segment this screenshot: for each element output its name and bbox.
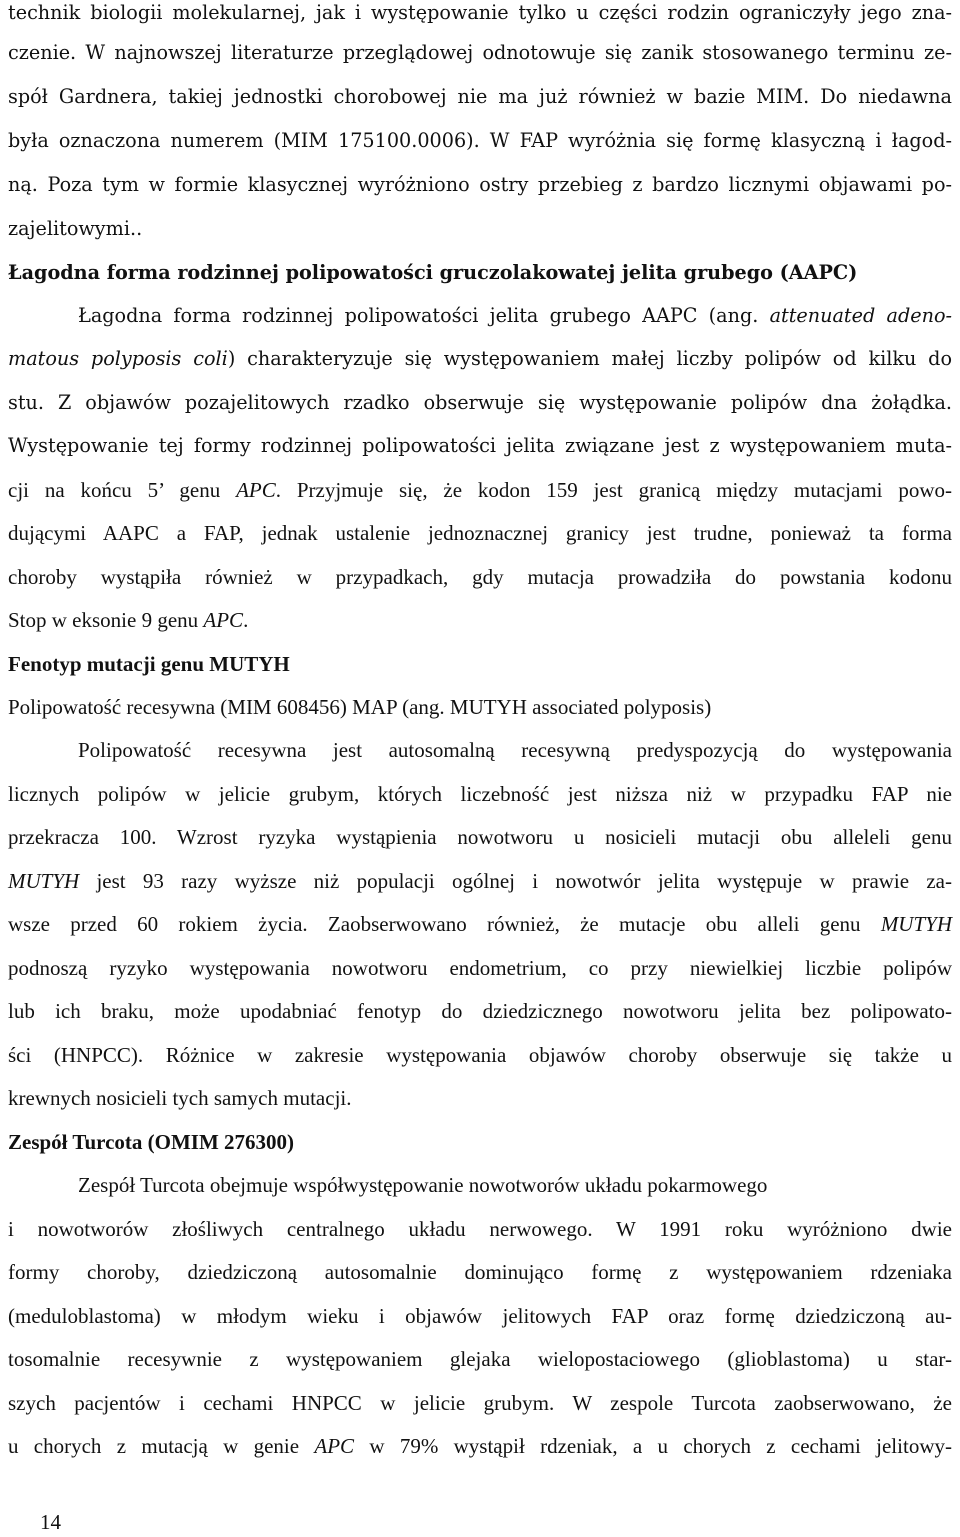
text-segment: i nowotworów złośliwych centralnego układu nerwowego. W 1991 roku wyróżniono dwie <box>8 1217 952 1241</box>
text-segment: Zespół Turcota obejmuje współwystępowanie nowotworów układu pokarmowego <box>78 1173 768 1197</box>
text-segment: choroby wystąpiła również w przypadkach, gdy mutacja prowadziła do powstania kodonu <box>8 565 952 589</box>
line-22 <box>8 911 952 937</box>
text-segment: Łagodna forma rodzinnej polipowatości jelita grubego AAPC (ang. <box>78 304 770 327</box>
text-segment: spół Gardnera, takiej jednostki chorobowej nie ma już również w bazie MIM. Do niedawna <box>8 85 952 108</box>
text-segment: . <box>243 608 249 632</box>
heading-turcot <box>8 1129 952 1155</box>
text-segment: tosomalnie recesywnie z występowaniem glejaka wielopostaciowego (glioblastoma) u star- <box>8 1347 952 1371</box>
text-segment: ną. Poza tym w formie klasycznej wyróżniono ostry przebieg z bardzo licznymi objawami po- <box>8 173 952 196</box>
line-28 <box>78 1172 952 1198</box>
text-segment: podnoszą ryzyko występowania nowotworu endometrium, co przy niewielkiej liczbie polipów <box>8 956 952 980</box>
text-segment: . Przyjmuje się, że kodon 159 jest granicą między mutacjami powo- <box>275 478 953 502</box>
text-segment: MUTYH <box>8 869 80 893</box>
line-29 <box>8 1216 952 1242</box>
line-12 <box>8 477 952 503</box>
text-segment: Łagodna forma rodzinnej polipowatości gruczolakowatej jelita grubego (AAPC) <box>8 261 858 284</box>
text-segment: Stop w eksonie 9 genu <box>8 608 204 632</box>
text-segment: APC <box>314 1434 355 1458</box>
line-09 <box>8 346 952 372</box>
text-segment: (meduloblastoma) w młodym wieku i objawów jelitowych FAP oraz formę dziedziczoną au- <box>8 1304 952 1328</box>
text-segment: MUTYH <box>880 912 952 936</box>
text-segment: zajelitowymi.. <box>8 217 143 240</box>
text-segment: formy choroby, dziedziczoną autosomalnie dominująco formę z występowaniem rdzeniaka <box>8 1260 952 1284</box>
line-26 <box>8 1085 952 1111</box>
text-segment: technik biologii molekularnej, jak i występowanie tylko u części rodzin ograniczyły jego zna- <box>8 1 952 24</box>
line-11 <box>8 433 952 459</box>
line-14 <box>8 564 952 590</box>
text-segment: attenuated adeno- <box>769 304 952 327</box>
line-23 <box>8 955 952 981</box>
line-06 <box>8 216 952 242</box>
text-segment: dującymi AAPC a FAP, jednak ustalenie jednoznacznej granicy jest trudne, ponieważ ta forma <box>8 521 952 545</box>
line-32 <box>8 1346 952 1372</box>
text-segment: ści (HNPCC). Różnice w zakresie występowania objawów choroby obserwuje się także u <box>8 1043 952 1067</box>
text-segment: u chorych z mutacją w genie <box>8 1434 315 1458</box>
text-segment: Polipowatość recesywna (MIM 608456) MAP (ang. MUTYH associated polyposis) <box>8 695 712 719</box>
text-segment: Zespół Turcota (OMIM 276300) <box>8 1130 295 1154</box>
line-13 <box>8 520 952 546</box>
line-30 <box>8 1259 952 1285</box>
text-segment: czenie. W najnowszej literaturze przeglądowej odnotowuje się zanik stosowanego terminu ze- <box>8 41 952 64</box>
line-19 <box>8 781 952 807</box>
line-05 <box>8 172 952 198</box>
text-segment: wsze przed 60 rokiem życia. Zaobserwowano również, że mutacje obu alleli genu <box>8 912 881 936</box>
text-segment: APC <box>236 478 276 502</box>
line-10 <box>8 390 952 416</box>
text-segment: APC <box>203 608 244 632</box>
line-03 <box>8 84 952 110</box>
text-segment: przekracza 100. Wzrost ryzyka wystąpienia nowotworu u nosicieli mutacji obu alleleli genu <box>8 825 952 849</box>
line-25 <box>8 1042 952 1068</box>
text-segment: cji na końcu 5’ genu <box>8 478 237 502</box>
line-08 <box>78 303 952 329</box>
heading-aapc <box>8 260 952 286</box>
line-20 <box>8 824 952 850</box>
line-17 <box>8 694 952 720</box>
line-24 <box>8 998 952 1024</box>
text-segment: matous polyposis coli <box>8 347 228 370</box>
text-segment: jest 93 razy wyższe niż populacji ogólnej i nowotwór jelita występuje w prawie za- <box>79 869 952 893</box>
line-18 <box>78 737 952 763</box>
text-segment: Polipowatość recesywna jest autosomalną recesywną predyspozycją do występowania <box>78 738 952 762</box>
line-33 <box>8 1390 952 1416</box>
line-15 <box>8 607 952 633</box>
text-segment: Występowanie tej formy rodzinnej polipowatości jelita związane jest z występowaniem muta- <box>8 434 952 457</box>
heading-mutyh <box>8 651 952 677</box>
line-02 <box>8 40 952 66</box>
line-34 <box>8 1433 952 1459</box>
text-segment: lub ich braku, może upodabniać fenotyp do dziedzicznego nowotworu jelita bez polipowato- <box>8 999 952 1023</box>
line-31 <box>8 1303 952 1329</box>
page-number: 14 <box>40 1510 61 1534</box>
text-segment: Fenotyp mutacji genu MUTYH <box>8 652 290 676</box>
text-segment: była oznaczona numerem (MIM 175100.0006). W FAP wyróżnia się formę klasyczną i łagod- <box>8 129 952 152</box>
text-segment: w 79% wystąpił rdzeniak, a u chorych z cechami jelitowy- <box>354 1434 952 1458</box>
line-01 <box>8 0 952 26</box>
text-segment: ) charakteryzuje się występowaniem małej liczby polipów od kilku do <box>227 347 952 370</box>
text-segment: szych pacjentów i cechami HNPCC w jelicie grubym. W zespole Turcota zaobserwowano, że <box>8 1391 952 1415</box>
text-segment: krewnych nosicieli tych samych mutacji. <box>8 1086 352 1110</box>
text-segment: stu. Z objawów pozajelitowych rzadko obserwuje się występowanie polipów dna żołądka. <box>8 391 952 414</box>
line-04 <box>8 128 952 154</box>
line-21 <box>8 868 952 894</box>
text-segment: licznych polipów w jelicie grubym, których liczebność jest niższa niż w przypadku FAP nie <box>8 782 952 806</box>
